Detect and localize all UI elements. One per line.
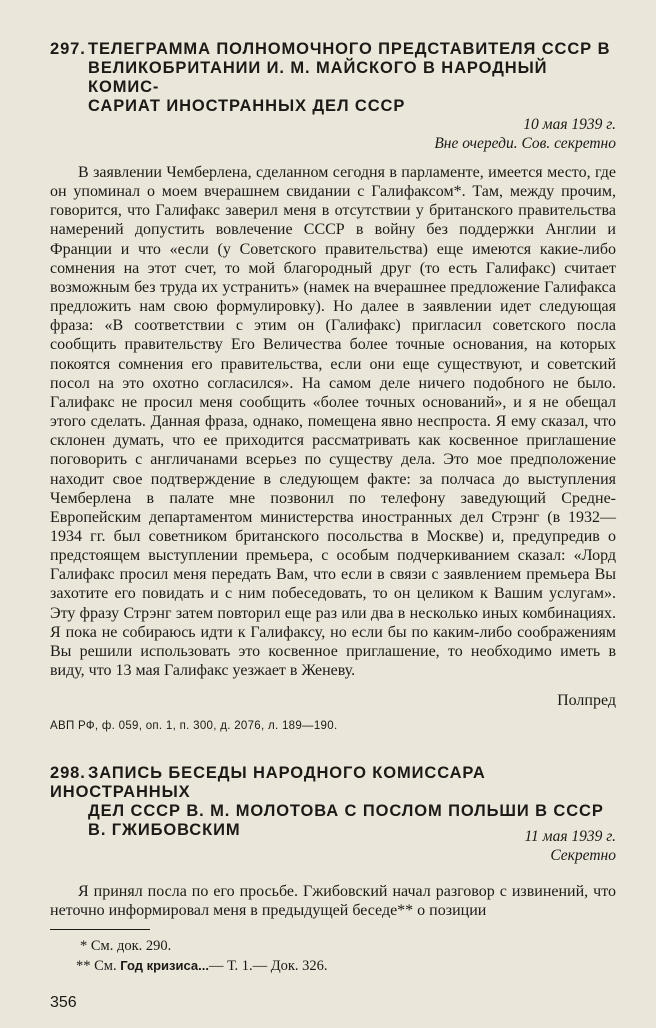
page-number: 356 <box>50 994 77 1011</box>
footnote-1: * См. док. 290. <box>80 938 172 954</box>
doc297-body <box>50 163 616 680</box>
doc297-number: 297. <box>50 40 86 58</box>
footnote-2 <box>76 957 328 975</box>
doc297-body-paragraph: В заявлении Чемберлена, сделанном сегодня в парламенте, имеется место, где он упоминал о моем вчерашнем свидании с Галифаксом*. Там, между прочим, говорится, что Галифакс заверил меня в отсутствии у британского правительства намерений допустить вовлечение СССР в войну без поддержки Англии и Франции и что «если (у Советского правительства) еще имеются какие-либо сомнения на этот счет, то мой благородный друг (то есть Галифакс) считает возможным без труда их устранить» (намек на вчерашнее предложение Галифакса предложить нам свою формулировку). Но далее в заявлении идет следующая фраза: «В соответствии с этим он (Галифакс) пригласил советского посла сообщить правительству Его Величества более точные основания, на которых покоятся сомнения его правительства, если они еще существуют, и советский посол на это охотно согласился». На самом деле ничего подобного не было. Галифакс не просил меня сообщить «более точных оснований», и я не обещал этого сделать. Данная фраза, однако, помещена явно неспроста. Я ему сказал, что склонен думать, что ее приходится рассматривать как косвенное приглашение поговорить с англичанами всерьез по существу дела. Это мое предположение находит свое подтверждение в следующем факте: за полчаса до выступления Чемберлена в палате мне позвонил по телефону заведующий Средне-Европейским департаментом министерства иностранных дел Стрэнг (в 1932—1934 гг. был советником британского посольства в Москве) и, предупредив о предстоящем выступлении премьера, с особым подчеркиванием сказал: «Лорд Галифакс просил меня передать Вам, что если в связи с заявлением премьера Вы захотите его повидать и с ним побеседовать, то он целиком к Вашим услугам». Эту фразу Стрэнг затем повторил еще раз или два в несколько иных комбинациях. Я пока не собираюсь идти к Галифаксу, но если бы по каким-либо соображениям Вы решили использовать это косвенное приглашение, то необходимо иметь в виду, что 13 мая Галифакс уезжает в Женеву. <box>50 164 616 680</box>
doc298-title-line-2: ДЕЛ СССР В. М. МОЛОТОВА С ПОСЛОМ ПОЛЬШИ В СССР <box>88 802 604 820</box>
doc297-heading <box>50 40 620 116</box>
doc297-title-line-1: ТЕЛЕГРАММА ПОЛНОМОЧНОГО ПРЕДСТАВИТЕЛЯ СССР В <box>88 40 611 58</box>
doc297-date: 10 мая 1939 г. <box>523 116 616 133</box>
doc298-meta <box>524 827 616 865</box>
doc298-body <box>50 882 616 920</box>
doc297-title-line-3: САРИАТ ИНОСТРАННЫХ ДЕЛ СССР <box>88 97 406 115</box>
doc298-title-line-3: В. ГЖИБОВСКИМ <box>88 821 241 839</box>
doc298-number: 298. <box>50 764 86 782</box>
footnote-2-title: Год кризиса... <box>120 958 209 973</box>
doc298-title-line-1: ЗАПИСЬ БЕСЕДЫ НАРОДНОГО КОМИССАРА ИНОСТРАННЫХ <box>50 764 486 801</box>
doc297-meta <box>434 115 616 153</box>
doc298-date: 11 мая 1939 г. <box>524 828 616 845</box>
footnote-2-suffix: — Т. 1.— Док. 326. <box>208 958 328 974</box>
doc297-title-line-2: ВЕЛИКОБРИТАНИИ И. М. МАЙСКОГО В НАРОДНЫЙ КОМИС- <box>88 59 548 96</box>
doc297-classification: Вне очереди. Сов. секретно <box>434 135 616 152</box>
footnote-2-prefix: ** См. <box>76 958 117 974</box>
doc297-source: АВП РФ, ф. 059, оп. 1, п. 300, д. 2076, л. 189—190. <box>50 720 338 732</box>
doc298-classification: Секретно <box>550 847 616 864</box>
doc297-signature: Полпред <box>557 692 616 709</box>
footnote-divider <box>50 929 150 930</box>
doc298-body-paragraph: Я принял посла по его просьбе. Гжибовский начал разговор с извинений, что неточно информировал меня в предыдущей беседе** о позиции <box>50 883 616 920</box>
